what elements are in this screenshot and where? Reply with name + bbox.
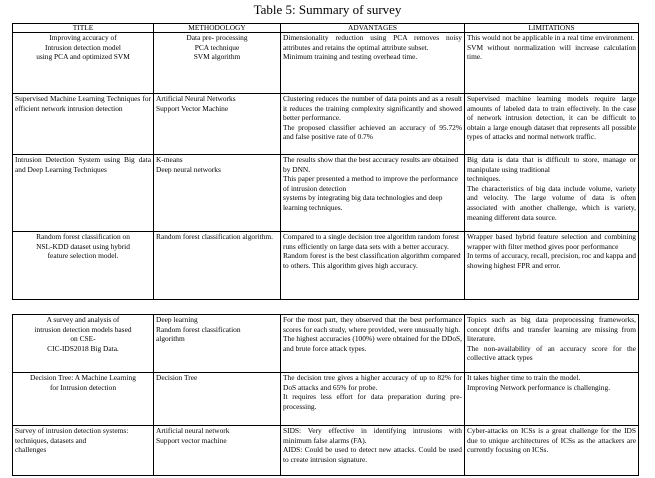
cell-line: The proposed classifier achieved an accuracy of 95.72% and false positive rate of 0.7% bbox=[283, 122, 462, 142]
cell-line: systems by integrating big data technologies and deep learning techniques. bbox=[283, 193, 443, 212]
cell-line: Decision Tree: A Machine Learning bbox=[30, 373, 136, 382]
header-advantages: ADVANTAGES bbox=[281, 24, 465, 33]
cell-line: Deep neural networks bbox=[156, 164, 221, 174]
table-row bbox=[13, 232, 639, 300]
header-limitations: LIMITATIONS bbox=[465, 24, 639, 33]
limitations-cell bbox=[465, 33, 639, 94]
table-row bbox=[13, 373, 639, 426]
advantages-cell bbox=[281, 373, 465, 426]
cell-line: for Intrusion detection bbox=[49, 382, 117, 392]
cell-line: Minimum training and testing overhead time. bbox=[283, 52, 418, 62]
cell-line: Survey of intrusion detection systems: bbox=[15, 426, 129, 435]
methodology-cell bbox=[154, 232, 281, 300]
limitations-cell bbox=[465, 94, 639, 155]
cell-line: Compared to a single decision tree algorithm random forest runs efficiently on large data sets with a better accuracy. bbox=[283, 232, 460, 251]
cell-line: Random forest classification on bbox=[36, 232, 130, 241]
cell-line: The non-availability of an accuracy score for the collective attack types bbox=[467, 343, 636, 363]
cell-line: Support vector machine bbox=[156, 435, 227, 445]
table-row bbox=[13, 426, 639, 476]
cell-line: intrusion detection models based bbox=[34, 324, 132, 334]
table-row bbox=[13, 155, 639, 232]
cell-line: SIDS: Very effective in identifying intrusions with minimum false alarms (FA). bbox=[283, 426, 462, 445]
cell-line: challenges bbox=[15, 445, 47, 455]
cell-line: Random forest classification algorithm. bbox=[156, 232, 273, 241]
cell-line: SVM algorithm bbox=[193, 52, 241, 62]
cell-line: K-means bbox=[156, 155, 183, 164]
cell-line: The highest accuracies (100%) were obtained for the DDoS, and brute force attack types. bbox=[283, 334, 462, 353]
cell-line: Supervised Machine Learning Techniques for efficient network intrusion detection bbox=[15, 94, 151, 113]
cell-line: Clustering reduces the number of data points and as a result it reduces the training complexity significantly and showed better performance. bbox=[283, 94, 462, 123]
cell-line: It requires less effort for data preparation during pre-processing. bbox=[283, 392, 462, 411]
methodology-cell bbox=[154, 315, 281, 373]
limitations-cell bbox=[465, 373, 639, 426]
cell-line: Support Vector Machine bbox=[156, 103, 229, 113]
limitations-cell bbox=[465, 155, 639, 232]
cell-line: Dimensionality reduction using PCA removes noisy attributes and retains the optimal attribute subset. bbox=[283, 33, 462, 52]
table-row bbox=[13, 33, 639, 94]
advantages-cell bbox=[281, 33, 465, 94]
cell-line: This would not be applicable in a real time environment. bbox=[467, 33, 635, 42]
cell-line: The results show that the best accuracy results are obtained by DNN. bbox=[283, 155, 459, 174]
cell-line: Cyber-attacks on ICSs is a great challenge for the IDS due to unique architectures of ICSs as the attackers are currently focusing on ICSs. bbox=[467, 426, 636, 455]
cell-line: Improving accuracy of bbox=[49, 33, 117, 42]
cell-line: algorithm bbox=[156, 334, 185, 344]
cell-line: Data pre- processing bbox=[186, 33, 248, 42]
methodology-cell bbox=[154, 426, 281, 476]
title-cell bbox=[13, 33, 154, 94]
cell-line: Random forest is the best classification algorithm compared to others. This algorithm gives high accuracy. bbox=[283, 251, 461, 270]
cell-line: In terms of accuracy, recall, precision, roc and kappa and showing highest FPR and error. bbox=[467, 251, 636, 270]
limitations-cell bbox=[465, 426, 639, 476]
title-cell bbox=[13, 94, 154, 155]
methodology-cell bbox=[154, 373, 281, 426]
cell-line: AIDS: Could be used to detect new attacks. Could be used to create intrusion signature. bbox=[283, 445, 462, 464]
cell-line: It takes higher time to train the model. bbox=[467, 373, 581, 382]
methodology-cell bbox=[154, 155, 281, 232]
cell-line: on CSE- bbox=[70, 334, 96, 344]
cell-line: Big data is data that is difficult to store, manage or manipulate using traditional bbox=[467, 155, 636, 174]
advantages-cell bbox=[281, 155, 465, 232]
title-cell bbox=[13, 232, 154, 300]
limitations-cell bbox=[465, 232, 639, 300]
cell-line: CIC-IDS2018 Big Data. bbox=[47, 343, 119, 353]
cell-line: Improving Network performance is challenging. bbox=[467, 382, 611, 392]
header-methodology: METHODOLOGY bbox=[154, 24, 281, 33]
cell-line: Decision Tree bbox=[156, 373, 198, 382]
header-row bbox=[13, 24, 639, 33]
table-row bbox=[13, 94, 639, 155]
cell-line: Random forest classification bbox=[156, 324, 241, 334]
cell-line: Intrusion Detection System using Big data and Deep Learning Techniques bbox=[15, 155, 151, 174]
cell-line: Deep learning bbox=[156, 315, 198, 324]
cell-line: Supervised machine learning models require large amounts of labeled data to train effectively. In the case of network intrusion detection, it can be difficult to obtain a large enough dataset that represents all possible types of attacks and normal network traffic. bbox=[467, 94, 636, 142]
cell-line: techniques, datasets and bbox=[15, 435, 87, 445]
cell-line: Topics such as big data preprocessing frameworks, concept drifts and transfer learning are missing from literature. bbox=[467, 315, 636, 344]
cell-line: PCA technique bbox=[194, 42, 240, 52]
cell-line: SVM without normalization will increase calculation time. bbox=[467, 42, 636, 62]
advantages-cell bbox=[281, 426, 465, 476]
advantages-cell bbox=[281, 94, 465, 155]
cell-line: NSL-KDD dataset using hybrid bbox=[36, 241, 130, 251]
cell-line: Artificial neural network bbox=[156, 426, 230, 435]
cell-line: This paper presented a method to improve the performance of intrusion detection bbox=[283, 174, 458, 193]
title-cell bbox=[13, 315, 154, 373]
limitations-cell bbox=[465, 315, 639, 373]
methodology-cell bbox=[154, 94, 281, 155]
cell-line: The characteristics of big data include volume, variety and velocity. The large volume of data is often associated with another challenge, which is variety, meaning different data source. bbox=[467, 183, 636, 222]
survey-table-part-1 bbox=[12, 23, 639, 300]
cell-line: Artificial Neural Networks bbox=[156, 94, 236, 103]
title-cell bbox=[13, 373, 154, 426]
cell-line: using PCA and optimized SVM bbox=[36, 52, 130, 62]
cell-line: Intrusion detection model bbox=[45, 42, 121, 52]
table-row bbox=[13, 315, 639, 373]
cell-line: The decision tree gives a higher accuracy of up to 82% for DoS attacks and 65% for probe. bbox=[283, 373, 462, 392]
cell-line: For the most part, they observed that the best performance scores for each study, where provided, were unusually high. bbox=[283, 315, 462, 334]
table-caption: Table 5: Summary of survey bbox=[253, 2, 402, 17]
cell-line: feature selection model. bbox=[47, 251, 119, 261]
advantages-cell bbox=[281, 315, 465, 373]
title-cell bbox=[13, 426, 154, 476]
title-cell bbox=[13, 155, 154, 232]
survey-table-part-2 bbox=[12, 314, 639, 476]
advantages-cell bbox=[281, 232, 465, 300]
cell-line: techniques. bbox=[467, 174, 501, 184]
methodology-cell bbox=[154, 33, 281, 94]
cell-line: A survey and analysis of bbox=[46, 315, 120, 324]
cell-line: Wrapper based hybrid feature selection and combining wrapper with filter method gives poor performance bbox=[467, 232, 636, 251]
header-title: TITLE bbox=[13, 24, 154, 33]
